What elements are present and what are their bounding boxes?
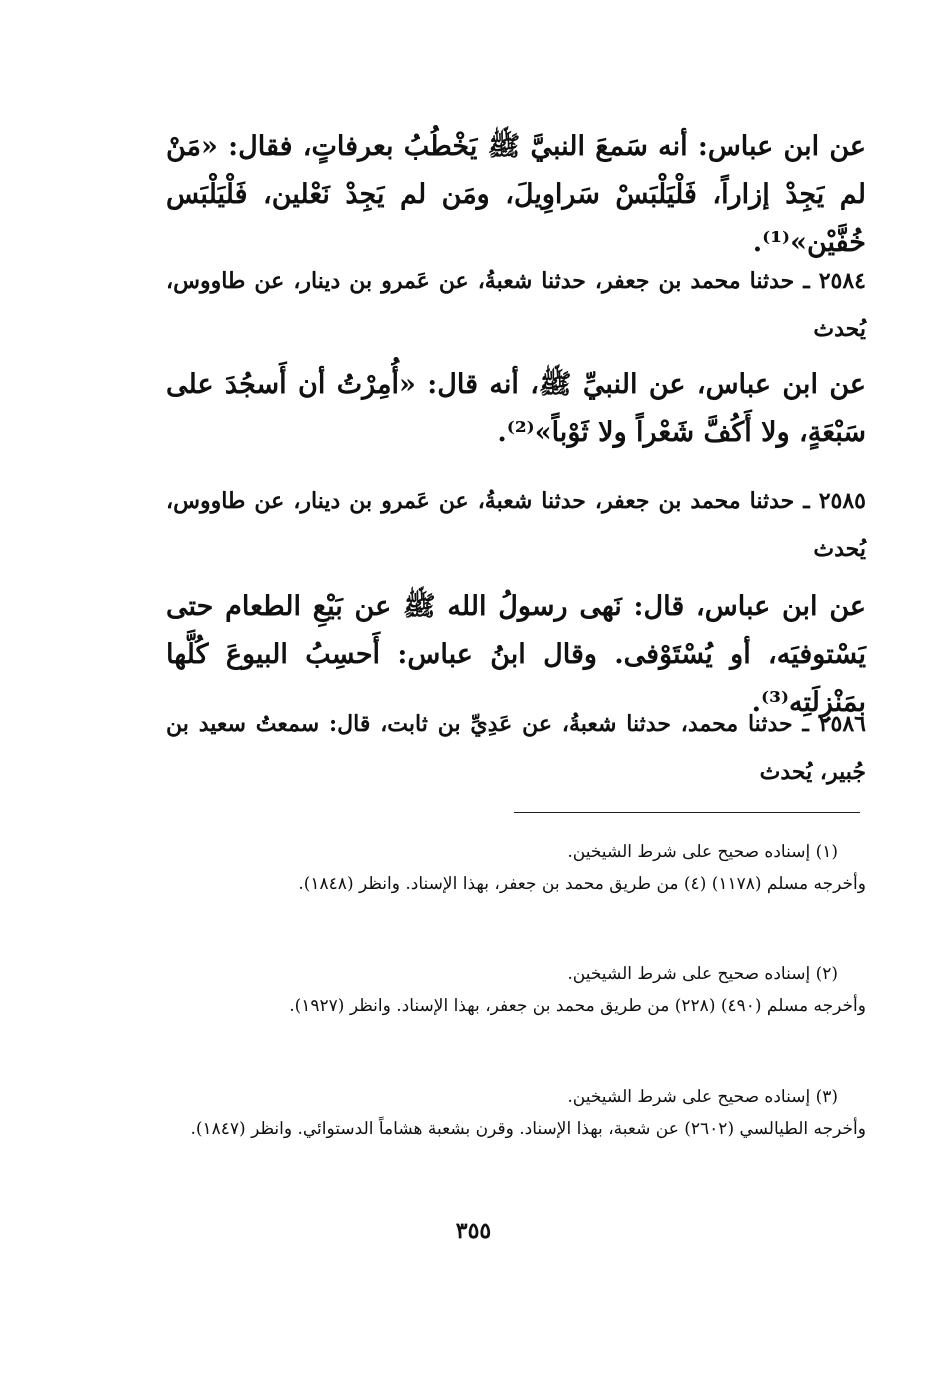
footnote-3 — [166, 1081, 866, 1145]
isnad-2584: ٢٥٨٤ ـ حدثنا محمد بن جعفر، حدثنا شعبةُ، عن عَمرو بن دينار، عن طاووس، يُحدث — [166, 268, 866, 342]
footnote-3-grading: (٣) إسناده صحيح على شرط الشيخين. — [567, 1087, 838, 1107]
page-number: ٣٥٥ — [455, 1218, 492, 1244]
footnote-1 — [166, 836, 866, 900]
hadith-text-2583: عن ابن عباس: أنه سَمعَ النبيَّ ﷺ يَخْطُبُ بعرفاتٍ، فقال: «مَنْ لم يَجِدْ إزاراً، فَلْيَلْبَسْ سَراوِيلَ، ومَن لم يَجِدْ نَعْلين، فَلْيَلْبَس خُفَّيْن»⁽¹⁾. — [166, 131, 866, 258]
hadith-text-2585: عن ابن عباس، قال: نَهى رسولُ الله ﷺ عن بَيْعِ الطعام حتى يَسْتوفيَه، أو يُسْتَوْفى. وقال ابنُ عباس: أَحسِبُ البيوعَ كُلَّها بمَنْزِلَتِه⁽³⁾. — [166, 591, 866, 718]
footnote-3-takhrij: وأخرجه الطيالسي (٢٦٠٢) عن شعبة، بهذا الإسناد. وقرن بشعبة هشاماً الدستوائي. وانظر (١٨٤٧). — [190, 1119, 866, 1139]
hadith-text-2584: عن ابن عباس، عن النبيِّ ﷺ، أنه قال: «أُمِرْتُ أن أَسجُدَ على سَبْعَةٍ، ولا أَكُفَّ شَعْراً ولا ثَوْباً»⁽²⁾. — [166, 369, 866, 448]
footnote-2-takhrij: وأخرجه مسلم (٤٩٠) (٢٢٨) من طريق محمد بن جعفر، بهذا الإسناد. وانظر (١٩٢٧). — [289, 996, 866, 1016]
footnote-separator — [514, 812, 860, 813]
footnote-1-takhrij: وأخرجه مسلم (١١٧٨) (٤) من طريق محمد بن جعفر، بهذا الإسناد. وانظر (١٨٤٨). — [298, 874, 866, 894]
footnote-1-grading: (١) إسناده صحيح على شرط الشيخين. — [567, 842, 838, 862]
isnad-2586: ٢٥٨٦ ـ حدثنا محمد، حدثنا شعبةُ، عن عَدِيِّ بن ثابت، قال: سمعتُ سعيد بن جُبير، يُحدث — [166, 711, 866, 785]
footnote-2 — [166, 958, 866, 1022]
isnad-2585: ٢٥٨٥ ـ حدثنا محمد بن جعفر، حدثنا شعبةُ، عن عَمرو بن دينار، عن طاووس، يُحدث — [166, 488, 866, 562]
footnote-2-grading: (٢) إسناده صحيح على شرط الشيخين. — [567, 964, 838, 984]
